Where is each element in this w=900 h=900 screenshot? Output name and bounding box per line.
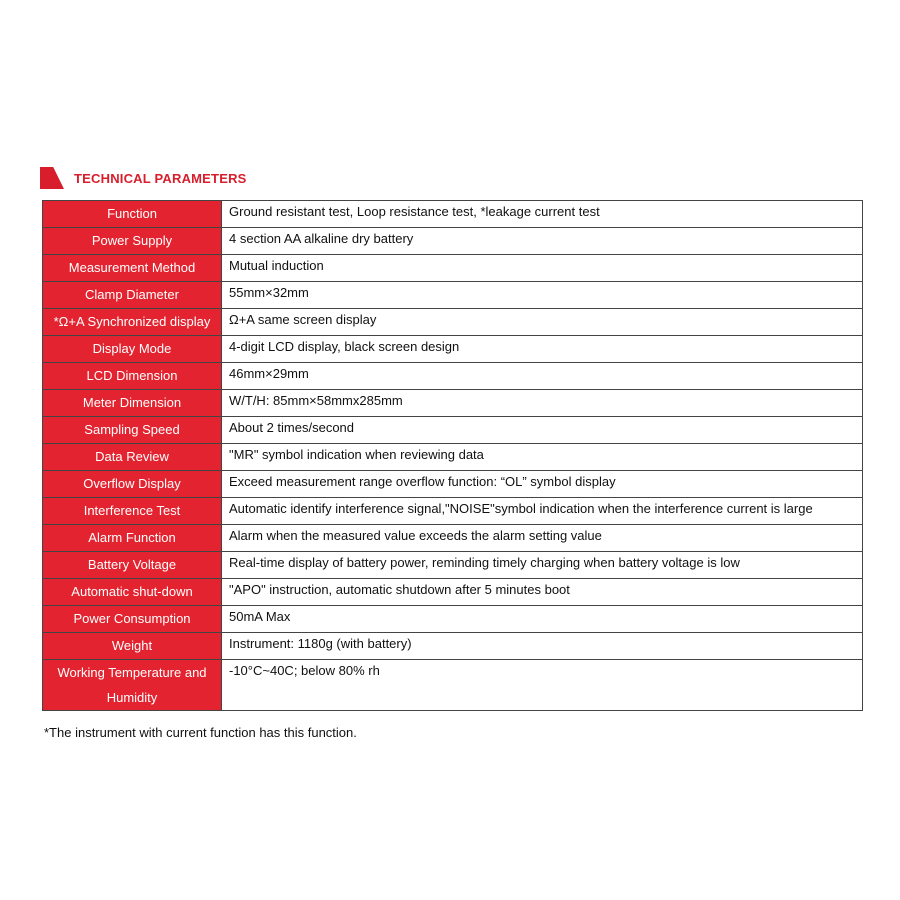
table-row <box>43 201 863 228</box>
param-value: Ground resistant test, Loop resistance test, *leakage current test <box>222 201 863 228</box>
param-label: Data Review <box>43 444 222 471</box>
param-value: Mutual induction <box>222 255 863 282</box>
param-label: Display Mode <box>43 336 222 363</box>
param-label: Power Supply <box>43 228 222 255</box>
param-value: Ω+A same screen display <box>222 309 863 336</box>
table-row <box>43 633 863 660</box>
param-label: Battery Voltage <box>43 552 222 579</box>
param-label: Automatic shut-down <box>43 579 222 606</box>
param-value: "MR" symbol indication when reviewing data <box>222 444 863 471</box>
param-value: About 2 times/second <box>222 417 863 444</box>
param-label: Meter Dimension <box>43 390 222 417</box>
table-row <box>43 336 863 363</box>
param-value: Alarm when the measured value exceeds the alarm setting value <box>222 525 863 552</box>
param-label: Power Consumption <box>43 606 222 633</box>
section-title: TECHNICAL PARAMETERS <box>74 170 247 186</box>
param-value: Exceed measurement range overflow function: “OL” symbol display <box>222 471 863 498</box>
param-label: Sampling Speed <box>43 417 222 444</box>
table-row <box>43 390 863 417</box>
param-value: 50mA Max <box>222 606 863 633</box>
table-row <box>43 282 863 309</box>
param-label: Function <box>43 201 222 228</box>
param-label: Overflow Display <box>43 471 222 498</box>
footnote: *The instrument with current function has this function. <box>44 725 357 740</box>
table-row <box>43 309 863 336</box>
table-row <box>43 579 863 606</box>
param-value: 55mm×32mm <box>222 282 863 309</box>
table-row <box>43 444 863 471</box>
table-row <box>43 228 863 255</box>
param-label: Measurement Method <box>43 255 222 282</box>
section-header <box>40 166 247 190</box>
param-value: 4-digit LCD display, black screen design <box>222 336 863 363</box>
table-row <box>43 363 863 390</box>
param-value: "APO" instruction, automatic shutdown after 5 minutes boot <box>222 579 863 606</box>
table-row <box>43 525 863 552</box>
table-row <box>43 660 863 711</box>
table-row <box>43 498 863 525</box>
table-row <box>43 471 863 498</box>
param-label: Working Temperature and Humidity <box>43 660 222 711</box>
param-value: Instrument: 1180g (with battery) <box>222 633 863 660</box>
technical-parameters-table <box>42 200 863 711</box>
param-label: Alarm Function <box>43 525 222 552</box>
param-value: -10°C~40C; below 80% rh <box>222 660 863 711</box>
table-row <box>43 552 863 579</box>
table-row <box>43 606 863 633</box>
param-value: Automatic identify interference signal,"NOISE"symbol indication when the interference current is large <box>222 498 863 525</box>
table-row <box>43 255 863 282</box>
param-value: 46mm×29mm <box>222 363 863 390</box>
param-value: Real-time display of battery power, reminding timely charging when battery voltage is low <box>222 552 863 579</box>
table-row <box>43 417 863 444</box>
param-label: LCD Dimension <box>43 363 222 390</box>
param-label: Clamp Diameter <box>43 282 222 309</box>
header-marker-icon <box>40 167 64 189</box>
param-label: Weight <box>43 633 222 660</box>
param-value: 4 section AA alkaline dry battery <box>222 228 863 255</box>
param-label: *Ω+A Synchronized display <box>43 309 222 336</box>
param-label: Interference Test <box>43 498 222 525</box>
param-value: W/T/H: 85mm×58mmx285mm <box>222 390 863 417</box>
